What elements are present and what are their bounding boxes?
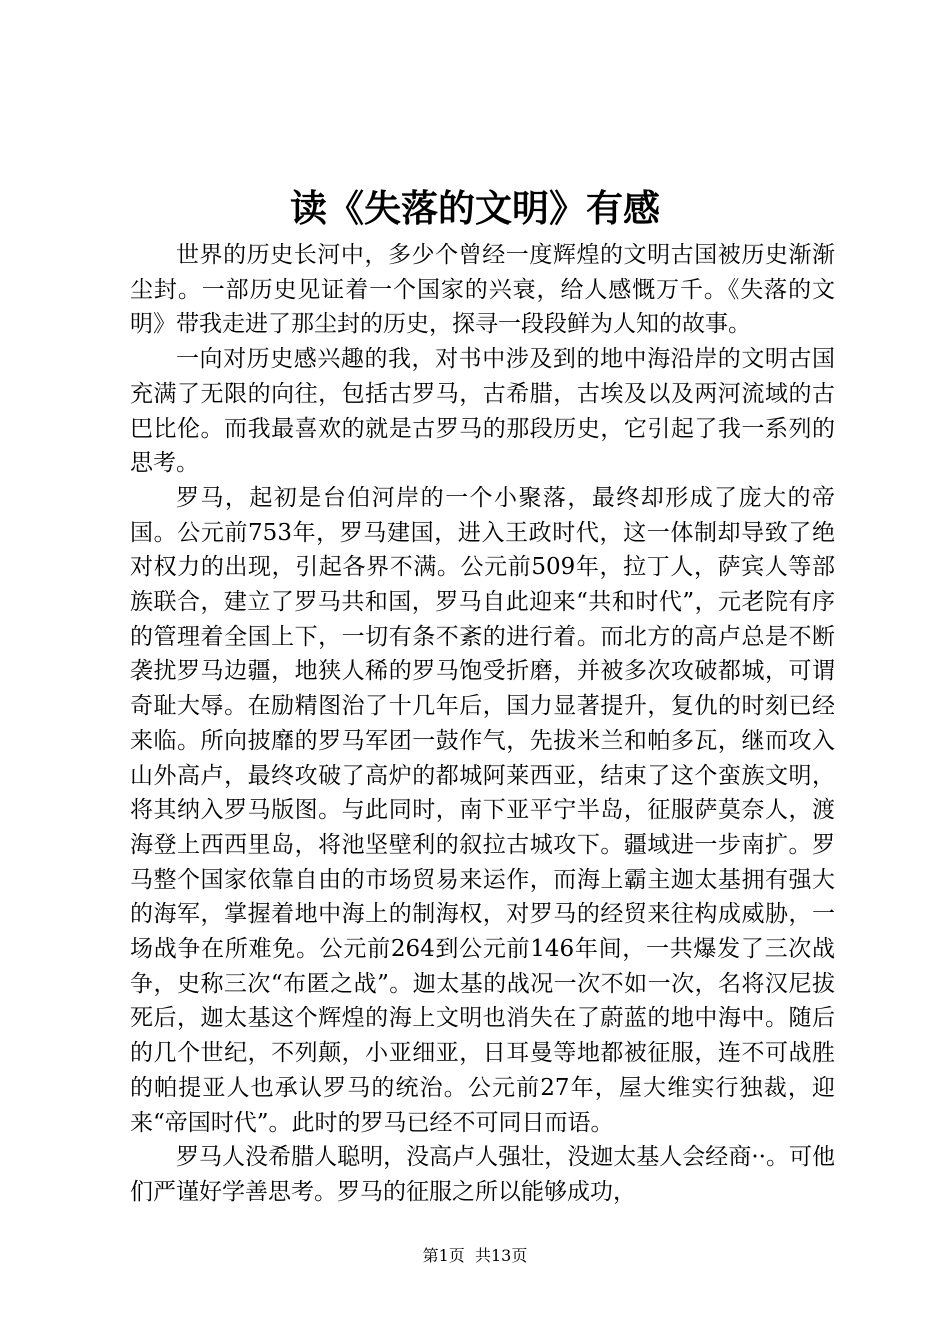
page-total: 共13页 <box>474 1246 528 1265</box>
paragraph-2: 一向对历史感兴趣的我，对书中涉及到的地中海沿岸的文明古国充满了无限的向往，包括古罗马，古希腊，古埃及以及两河流域的古巴比伦。而我最喜欢的就是古罗马的那段历史，它引起了我一系列的思考。 <box>130 346 835 477</box>
page-footer <box>0 1246 950 1266</box>
page-number: 第1页 <box>422 1246 465 1265</box>
footer-separator <box>465 1246 475 1265</box>
document-title: 读《失落的文明》有感 <box>290 186 660 230</box>
paragraph-3: 罗马，起初是台伯河岸的一个小聚落，最终却形成了庞大的帝国。公元前753年，罗马建国，进入王政时代，这一体制却导致了绝对权力的出现，引起各界不满。公元前509年，拉丁人，萨宾人等部族联合，建立了罗马共和国，罗马自此迎来“共和时代”，元老院有序的管理着全国上下，一切有条不紊的进行着。而北方的高卢总是不断袭扰罗马边疆，地狭人稀的罗马饱受折磨，并被多次攻破都城，可谓奇耻大辱。在励精图治了十几年后，国力显著提升，复仇的时刻已经来临。所向披靡的罗马军团一鼓作气，先拔米兰和帕多瓦，继而攻入山外高卢，最终攻破了高炉的都城阿莱西亚，结束了这个蛮族文明，将其纳入罗马版图。与此同时，南下亚平宁半岛，征服萨莫奈人，渡海登上西西里岛，将池坚壁利的叙拉古城攻下。疆域进一步南扩。罗马整个国家依靠自由的市场贸易来运作，而海上霸主迦太基拥有强大的海军，掌握着地中海上的制海权，对罗马的经贸来往构成威胁，一场战争在所难免。公元前264到公元前146年间，一共爆发了三次战争，史称三次“布匿之战”。迦太基的战况一次不如一次，名将汉尼拔死后，迦太基这个辉煌的海上文明也消失在了蔚蓝的地中海中。随后的几个世纪，不列颠，小亚细亚，日耳曼等地都被征服，连不可战胜的帕提亚人也承认罗马的统治。公元前27年，屋大维实行独裁，迎来“帝国时代”。此时的罗马已经不可同日而语。 <box>130 484 835 1136</box>
paragraph-1: 世界的历史长河中，多少个曾经一度辉煌的文明古国被历史渐渐尘封。一部历史见证着一个国家的兴衰，给人感慨万千。《失落的文明》带我走进了那尘封的历史，探寻一段段鲜为人知的故事。 <box>130 242 835 338</box>
document-body <box>130 238 835 1210</box>
paragraph-4: 罗马人没希腊人聪明，没高卢人强壮，没迦太基人会经商··。可他们严谨好学善思考。罗马的征服之所以能够成功， <box>130 1144 835 1205</box>
